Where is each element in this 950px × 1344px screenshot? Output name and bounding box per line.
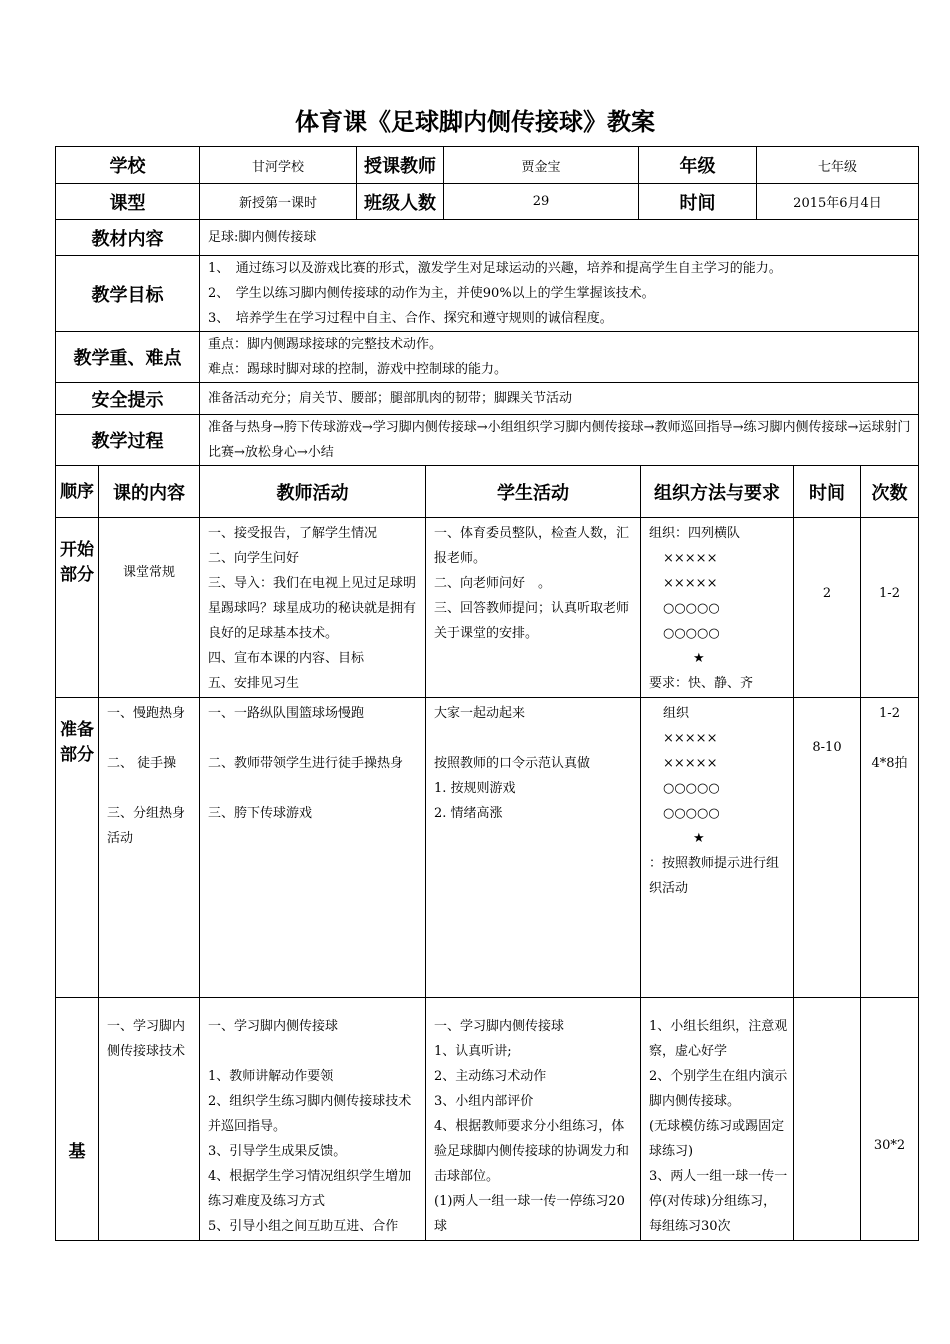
list-item: ：按照教师提示进行组织活动	[649, 856, 780, 896]
key-point-line: 重点：脚内侧踢球接球的完整技术动作。	[208, 337, 443, 352]
student-activity	[426, 998, 641, 1241]
list-item: 大家一起动起来	[434, 706, 526, 721]
table-row	[56, 518, 919, 698]
list-item: ×××××	[663, 756, 718, 771]
time-cell: 8-10	[794, 698, 861, 998]
student-activity	[426, 518, 641, 698]
list-item: 1-2	[879, 706, 900, 721]
list-item: 4*8拍	[871, 756, 908, 771]
teacher-label: 授课教师	[357, 147, 444, 184]
type-value: 新授第一课时	[200, 184, 357, 220]
list-item: 二、 徒手操	[107, 756, 177, 771]
grade-value: 七年级	[757, 147, 919, 184]
table-row	[56, 998, 919, 1241]
list-item: 三、胯下传球游戏	[208, 806, 313, 821]
list-item: ×××××	[663, 576, 718, 591]
goal-item: 2、 学生以练习脚内侧传接球的动作为主，并使90%以上的学生掌握该技术。	[208, 286, 655, 301]
star-icon: ★	[693, 831, 705, 846]
process-label: 教学过程	[56, 415, 200, 466]
goals-list	[200, 256, 919, 332]
list-item: ○○○○○	[663, 626, 720, 641]
school-label: 学校	[56, 147, 200, 184]
list-item: 1、教师讲解动作要领	[208, 1069, 334, 1084]
list-item: 4、根据教师要求分小组练习，体验足球脚内侧传接球的协调发力和击球部位。	[434, 1119, 630, 1184]
material-value: 足球:脚内侧传接球	[200, 220, 919, 256]
header-content: 课的内容	[99, 466, 200, 518]
lesson-plan-table	[55, 465, 919, 1241]
list-item: 2、组织学生练习脚内侧传接球技术并巡回指导。	[208, 1094, 412, 1134]
key-points-label: 教学重、难点	[56, 332, 200, 383]
time-value: 2015年6月4日	[757, 184, 919, 220]
list-item: 三、导入：我们在电视上见过足球明星踢球吗？球星成功的秘诀就是拥有良好的足球基本技术。	[208, 576, 417, 641]
list-item: 2、个别学生在组内演示脚内侧传接球。	[649, 1069, 788, 1109]
list-item: 5、引导小组之间互助互进、合作	[208, 1219, 399, 1234]
list-item	[107, 776, 195, 801]
content-cell: 课堂常规	[99, 518, 200, 698]
list-item: (1)两人一组一球一传一停练习20球	[434, 1194, 625, 1234]
teacher-activity	[200, 518, 426, 698]
list-item: 二、向学生问好	[208, 551, 300, 566]
type-label: 课型	[56, 184, 200, 220]
list-item: 一、体育委员整队，检查人数，汇报老师。	[434, 526, 630, 566]
list-item: 1. 按规则游戏	[434, 781, 516, 796]
class-size-label: 班级人数	[357, 184, 444, 220]
list-item: ○○○○○	[663, 781, 720, 796]
org-method	[641, 698, 794, 998]
header-teacher: 教师活动	[200, 466, 426, 518]
list-item: 二、向老师问好 。	[434, 576, 552, 591]
table-row	[56, 698, 919, 998]
list-item: 组织	[663, 706, 690, 721]
list-item: 2、主动练习术动作	[434, 1069, 547, 1084]
count-cell	[861, 698, 919, 998]
student-activity	[426, 698, 641, 998]
phase-label: 准备部分	[56, 698, 99, 998]
header-org: 组织方法与要求	[641, 466, 794, 518]
lesson-info-table	[55, 146, 919, 466]
process-value: 准备与热身→胯下传球游戏→学习脚内侧传接球→小组组织学习脚内侧传接球→教师巡回指导→练习脚内侧传接球→运球射门比赛→放松身心→小结	[200, 415, 919, 466]
time-cell	[794, 998, 861, 1241]
safety-label: 安全提示	[56, 383, 200, 415]
list-item: 3、小组内部评价	[434, 1094, 534, 1109]
grade-label: 年级	[639, 147, 757, 184]
list-item: 3、两人一组一球一传一停(对传球)分组练习，每组练习30次	[649, 1169, 788, 1234]
list-item	[208, 726, 421, 751]
list-item	[861, 726, 918, 751]
list-item: 组织：四列横队	[649, 526, 741, 541]
teacher-activity	[200, 698, 426, 998]
time-label: 时间	[639, 184, 757, 220]
list-item	[107, 726, 195, 751]
teacher-activity	[200, 998, 426, 1241]
list-item	[208, 776, 421, 801]
goals-label: 教学目标	[56, 256, 200, 332]
goal-item: 1、 通过练习以及游戏比赛的形式，激发学生对足球运动的兴趣，培养和提高学生自主学习的能力。	[208, 261, 782, 276]
phase-label: 基	[56, 998, 99, 1241]
content-cell	[99, 698, 200, 998]
key-points	[200, 332, 919, 383]
list-item	[208, 1039, 421, 1064]
list-item: 按照教师的口令示范认真做	[434, 756, 591, 771]
phase-label: 开始部分	[56, 518, 99, 698]
org-method	[641, 998, 794, 1241]
time-cell: 2	[794, 518, 861, 698]
list-item: ×××××	[663, 731, 718, 746]
list-item: 要求：快、静、齐	[649, 676, 754, 691]
list-item: 一、一路纵队围篮球场慢跑	[208, 706, 365, 721]
safety-value: 准备活动充分；肩关节、腰部；腿部肌肉的韧带；脚踝关节活动	[200, 383, 919, 415]
list-item: 一、学习脚内侧传接球	[434, 1019, 565, 1034]
key-point-line: 难点：踢球时脚对球的控制，游戏中控制球的能力。	[208, 362, 508, 377]
material-label: 教材内容	[56, 220, 200, 256]
header-order: 顺序	[56, 466, 99, 518]
list-item: 四、宣布本课的内容、目标	[208, 651, 365, 666]
list-item: ○○○○○	[663, 806, 720, 821]
school-value: 甘河学校	[200, 147, 357, 184]
list-item: 一、接受报告，了解学生情况	[208, 526, 378, 541]
page-title: 体育课《足球脚内侧传接球》教案	[295, 108, 655, 136]
star-icon: ★	[693, 651, 705, 666]
header-time: 时间	[794, 466, 861, 518]
list-item: 三、回答教师提问；认真听取老师关于课堂的安排。	[434, 601, 630, 641]
list-item: 二、教师带领学生进行徒手操热身	[208, 756, 404, 771]
header-student: 学生活动	[426, 466, 641, 518]
content-cell: 一、学习脚内侧传接球技术	[99, 998, 200, 1241]
header-count: 次数	[861, 466, 919, 518]
list-item: (无球模仿练习或踢固定球练习)	[649, 1119, 785, 1159]
count-cell: 1-2	[861, 518, 919, 698]
list-item: ○○○○○	[663, 601, 720, 616]
list-item: 一、学习脚内侧传接球	[208, 1019, 339, 1034]
list-item: 三、分组热身活动	[107, 806, 186, 846]
list-item: 4、根据学生学习情况组织学生增加练习难度及练习方式	[208, 1169, 412, 1209]
list-item: 2. 情绪高涨	[434, 806, 503, 821]
class-size-value: 29	[444, 184, 639, 220]
org-method	[641, 518, 794, 698]
count-cell: 30*2	[861, 998, 919, 1241]
teacher-value: 贾金宝	[444, 147, 639, 184]
goal-item: 3、 培养学生在学习过程中自主、合作、探究和遵守规则的诚信程度。	[208, 311, 613, 326]
list-item: 1、小组长组织，注意观察，虚心好学	[649, 1019, 788, 1059]
list-item: 1、认真听讲;	[434, 1044, 512, 1059]
list-item	[434, 726, 636, 751]
list-item: 3、引导学生成果反馈。	[208, 1144, 347, 1159]
list-item: ×××××	[663, 551, 718, 566]
list-item: 一、慢跑热身	[107, 706, 186, 721]
list-item: 五、安排见习生	[208, 676, 300, 691]
